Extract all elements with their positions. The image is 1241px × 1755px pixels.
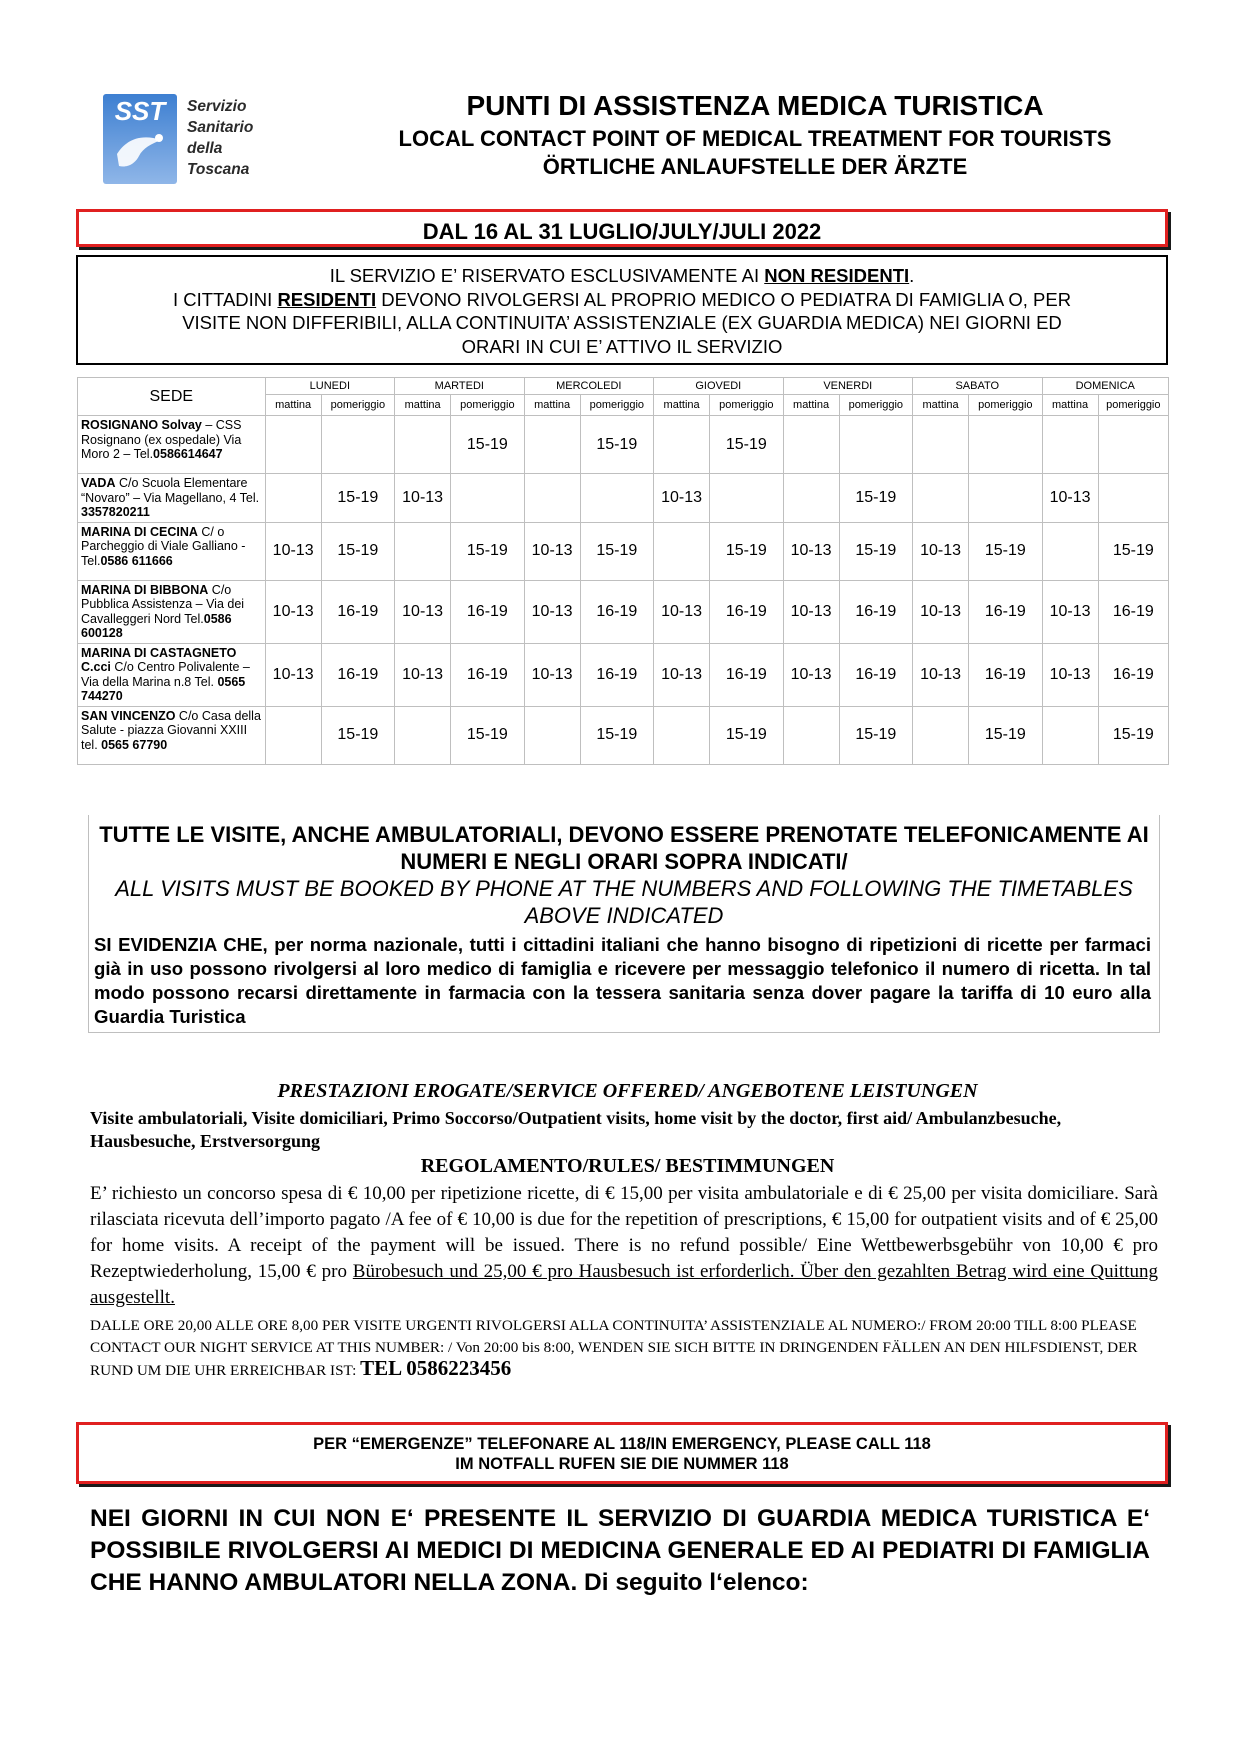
afternoon-header: pomeriggio [710,395,783,416]
location-cell [78,706,266,764]
schedule-row [78,474,1169,523]
schedule-cell: 15-19 [1098,522,1168,580]
schedule-cell: 10-13 [1042,643,1098,706]
location-phone-prefix: tel. [81,737,102,752]
schedule-cell [654,522,710,580]
schedule-cell: 15-19 [839,706,912,764]
emergency-line-2: IM NOTFALL RUFEN SIE DIE NUMMER 118 [455,1455,789,1473]
title-german: ÖRTLICHE ANLAUFSTELLE DER ÄRZTE [542,154,968,179]
day-header: LUNEDI [265,378,394,395]
schedule-cell [524,474,580,523]
afternoon-header: pomeriggio [451,395,524,416]
location-phone-prefix: Tel. [81,553,101,568]
schedule-cell: 10-13 [654,643,710,706]
schedule-cell [1042,706,1098,764]
non-residents-emphasis: NON RESIDENTI [764,265,910,286]
location-phone: 0565 744270 [81,674,246,703]
logo-emblem-text: SST [114,96,166,126]
period-text: DAL 16 AL 31 LUGLIO/JULY/JULI 2022 [422,219,822,244]
location-phone: 3357820211 [81,505,150,519]
location-address: C/o Casa della Salute - piazza Giovanni XXIII [81,708,261,737]
location-address: C/o Centro Polivalente – Via della Marina n.8 [81,660,250,689]
schedule-cell: 15-19 [321,474,394,523]
location-cell [78,416,266,474]
location-phone-prefix: Tel. [194,674,218,689]
schedule-cell [265,416,321,474]
schedule-cell: 16-19 [580,580,653,643]
night-service-body: DALLE ORE 20,00 ALLE ORE 8,00 PER VISITE URGENTI RIVOLGERSI ALLA CONTINUITA’ ASSISTENZIALE AL NUMERO:/ FROM 20:00 TILL 8:00 PLEASE CONTACT OUR NIGHT SERVICE AT THIS NUMBER: / Von 20:00 bis 8:00, WENDEN SIE SICH BITTE IN DRINGENDEN FÄLLEN AN DEN HILFSDIENST, DER RUND UM DIE UHR ERREICHBAR IST: [90,1317,1138,1379]
schedule-cell [265,706,321,764]
schedule-cell [1098,416,1168,474]
schedule-cell: 10-13 [395,474,451,523]
prescription-notice: SI EVIDENZIA CHE, per norma nazionale, tutti i cittadini italiani che hanno bisogno di ripetizioni di ricette per farmaci già in uso possono rivolgersi al loro medico di famiglia e ricevere per messaggio telefonico il numero di ricetta. In tal modo possono recarsi direttamente in farmacia con la tessera sanitaria senza dover pagare la tariffa di 10 euro alla Guardia Turistica [94,934,1151,1027]
emergency-box [76,1422,1168,1484]
location-cell [78,522,266,580]
sst-logo [103,94,273,186]
schedule-cell [1042,416,1098,474]
residency-line-2 [78,288,1166,312]
schedule-cell: 15-19 [839,474,912,523]
logo-line: della [187,140,223,157]
schedule-cell: 10-13 [524,643,580,706]
schedule-cell: 10-13 [265,522,321,580]
schedule-cell [395,522,451,580]
schedule-cell [524,706,580,764]
schedule-cell: 15-19 [451,706,524,764]
afternoon-header: pomeriggio [321,395,394,416]
schedule-cell: 16-19 [710,580,783,643]
morning-header: mattina [783,395,839,416]
night-service-text [90,1315,1158,1382]
logo-line: Servizio [187,98,247,115]
location-address: C/o Scuola Elementare “Novaro” – Via Magellano, 4 [81,476,248,505]
schedule-row [78,580,1169,643]
location-name: SAN VINCENZO [81,708,176,723]
schedule-cell [783,416,839,474]
location-cell [78,580,266,643]
schedule-cell [969,474,1042,523]
schedule-cell: 15-19 [710,522,783,580]
day-header: MERCOLEDI [524,378,653,395]
morning-header: mattina [395,395,451,416]
emergency-line-1: PER “EMERGENZE” TELEFONARE AL 118/IN EMERGENCY, PLEASE CALL 118 [313,1435,931,1453]
schedule-cell: 10-13 [913,580,969,643]
schedule-table [77,377,1169,765]
morning-header: mattina [913,395,969,416]
schedule-cell [913,706,969,764]
schedule-cell [451,474,524,523]
logo-line: Sanitario [187,119,254,136]
location-cell [78,643,266,706]
schedule-cell: 10-13 [654,474,710,523]
schedule-cell: 15-19 [1098,706,1168,764]
logo-line: Toscana [187,161,250,178]
schedule-cell: 16-19 [580,643,653,706]
residents-emphasis: RESIDENTI [277,288,377,310]
location-phone: 0565 67790 [101,737,168,752]
schedule-cell [783,706,839,764]
title-english: LOCAL CONTACT POINT OF MEDICAL TREATMENT FOR TOURISTS [398,126,1112,151]
schedule-cell: 15-19 [839,522,912,580]
location-name: MARINA DI CASTAGNETO C.cci [81,645,237,674]
rules-body-underlined: Bürobesuch und 25,00 € pro Hausbesuch ist erforderlich. Über den gezahlten Betrag wird eine Quittung ausgestellt. [90,1261,1158,1308]
schedule-cell: 16-19 [839,643,912,706]
booking-notice-english: ALL VISITS MUST BE BOOKED BY PHONE AT THE NUMBERS AND FOLLOWING THE TIMETABLES ABOVE INDICATED [115,876,1133,928]
sede-header: SEDE [78,378,266,416]
services-text: Visite ambulatoriali, Visite domiciliari, Primo Soccorso/Outpatient visits, home visit by the doctor, first aid/ Ambulanzbesuche, Hausbesuche, Erstversorgung [90,1108,1062,1151]
day-header: GIOVEDI [654,378,783,395]
schedule-cell: 10-13 [783,522,839,580]
text-fragment: . [909,265,915,286]
text-fragment: IL SERVIZIO E’ RISERVATO ESCLUSIVAMENTE AI [329,265,765,286]
location-address: – CSS Rosignano (ex ospedale) Via Moro 2 [81,418,242,461]
schedule-cell: 15-19 [321,706,394,764]
schedule-cell: 10-13 [265,643,321,706]
afternoon-header: pomeriggio [1098,395,1168,416]
schedule-cell: 16-19 [839,580,912,643]
day-header: MARTEDI [395,378,524,395]
schedule-cell: 16-19 [969,643,1042,706]
afternoon-header: pomeriggio [969,395,1042,416]
schedule-cell: 10-13 [524,580,580,643]
rules-title: REGOLAMENTO/RULES/ BESTIMMUNGEN [420,1155,835,1177]
booking-notice-italian: TUTTE LE VISITE, ANCHE AMBULATORIALI, DEVONO ESSERE PRENOTATE TELEFONICAMENTE AI NUMERI E NEGLI ORARI SOPRA INDICATI/ [99,822,1149,874]
schedule-cell [524,416,580,474]
schedule-cell: 15-19 [451,416,524,474]
schedule-cell: 15-19 [710,706,783,764]
schedule-cell: 10-13 [654,580,710,643]
schedule-cell: 15-19 [451,522,524,580]
schedule-cell: 15-19 [580,522,653,580]
night-service-phone: TEL 0586223456 [360,1356,512,1380]
morning-header: mattina [524,395,580,416]
schedule-cell [913,474,969,523]
day-header: VENERDI [783,378,912,395]
logo-wordmark [187,96,277,180]
schedule-cell: 10-13 [1042,580,1098,643]
schedule-cell: 15-19 [710,416,783,474]
schedule-cell [969,416,1042,474]
schedule-cell [395,416,451,474]
location-phone-prefix: Tel. [239,490,260,505]
schedule-body [78,416,1169,765]
schedule-cell [1042,522,1098,580]
text-fragment: I CITTADINI [172,288,278,310]
morning-header: mattina [654,395,710,416]
residency-line-4: ORARI IN CUI E’ ATTIVO IL SERVIZIO [461,335,783,357]
schedule-cell: 10-13 [1042,474,1098,523]
location-name: VADA [81,476,116,490]
residency-notice [76,255,1168,365]
schedule-cell [654,416,710,474]
schedule-cell [395,706,451,764]
location-name: MARINA DI CECINA [81,524,198,539]
schedule-cell: 16-19 [321,580,394,643]
day-header: DOMENICA [1042,378,1168,395]
schedule-cell [913,416,969,474]
location-phone: 0586 611666 [100,553,173,568]
schedule-cell: 16-19 [710,643,783,706]
schedule-row [78,522,1169,580]
booking-notice [88,815,1160,1033]
schedule-cell: 10-13 [783,580,839,643]
schedule-cell [839,416,912,474]
text-fragment: DEVONO RIVOLGERSI AL PROPRIO MEDICO O PEDIATRA DI FAMIGLIA O, PER [376,288,1072,310]
services-title: PRESTAZIONI EROGATE/SERVICE OFFERED/ ANGEBOTENE LEISTUNGEN [277,1080,978,1102]
schedule-cell: 16-19 [451,643,524,706]
schedule-cell: 10-13 [783,643,839,706]
schedule-cell: 15-19 [580,416,653,474]
schedule-row [78,416,1169,474]
closing-paragraph: NEI GIORNI IN CUI NON E‘ PRESENTE IL SERVIZIO DI GUARDIA MEDICA TURISTICA E‘ POSSIBILE RIVOLGERSI AI MEDICI DI MEDICINA GENERALE ED AI PEDIATRI DI FAMIGLIA CHE HANNO AMBULATORI NELLA ZONA. Di seguito l‘elenco: [90,1505,1150,1596]
schedule-cell: 15-19 [969,706,1042,764]
schedule-cell [321,416,394,474]
period-box [76,209,1168,247]
schedule-cell: 10-13 [913,522,969,580]
location-phone: 0586 600128 [81,611,232,640]
location-phone: 0586614647 [153,447,223,461]
schedule-cell [580,474,653,523]
rules-text [90,1181,1158,1311]
schedule-row [78,643,1169,706]
rules-body: E’ richiesto un concorso spesa di € 10,00 per ripetizione ricette, di € 15,00 per visita ambulatoriale e di € 25,00 per visita domiciliare. Sarà rilasciata ricevuta dell’importo pagato /A fee of € 10,00 is due for the repetition of prescriptions, € 15,00 for outpatient visits and of € 25,00 for home visits. A receipt of the payment will be issued. There is no refund possible/ Eine Wettbewerbsgebühr von 10,00 € pro Rezeptwiederholung, 15,00 € pro [90,1183,1158,1282]
schedule-cell [783,474,839,523]
schedule-cell [710,474,783,523]
location-address: C/ o Parcheggio di Viale Galliano - [81,524,246,553]
location-phone-prefix: Tel. [184,611,204,626]
schedule-row [78,706,1169,764]
location-name: ROSIGNANO Solvay [81,418,202,432]
schedule-cell: 10-13 [395,643,451,706]
location-address: C/o Pubblica Assistenza – Via dei Cavalleggeri Nord [81,582,245,626]
schedule-cell: 10-13 [524,522,580,580]
residency-line-1 [78,264,1166,288]
afternoon-header: pomeriggio [839,395,912,416]
location-cell [78,474,266,523]
schedule-cell: 10-13 [395,580,451,643]
schedule-cell: 16-19 [451,580,524,643]
schedule-cell [265,474,321,523]
afternoon-header: pomeriggio [580,395,653,416]
schedule-cell [1098,474,1168,523]
schedule-cell: 16-19 [1098,580,1168,643]
sst-emblem-icon [103,94,177,184]
schedule-cell: 16-19 [1098,643,1168,706]
location-name: MARINA DI BIBBONA [81,582,209,597]
morning-header: mattina [1042,395,1098,416]
schedule-cell: 10-13 [265,580,321,643]
schedule-cell: 16-19 [321,643,394,706]
morning-header: mattina [265,395,321,416]
emergency-text [79,1434,1165,1474]
schedule-cell: 16-19 [969,580,1042,643]
location-phone-prefix: – Tel. [123,447,154,461]
schedule-cell: 15-19 [321,522,394,580]
schedule-cell [654,706,710,764]
schedule-cell: 15-19 [969,522,1042,580]
day-header: SABATO [913,378,1043,395]
schedule-cell: 10-13 [913,643,969,706]
schedule-cell: 15-19 [580,706,653,764]
title-italian: PUNTI DI ASSISTENZA MEDICA TURISTICA [466,90,1044,121]
residency-line-3: VISITE NON DIFFERIBILI, ALLA CONTINUITA’ ASSISTENZIALE (EX GUARDIA MEDICA) NEI GIORNI ED [182,312,1062,333]
